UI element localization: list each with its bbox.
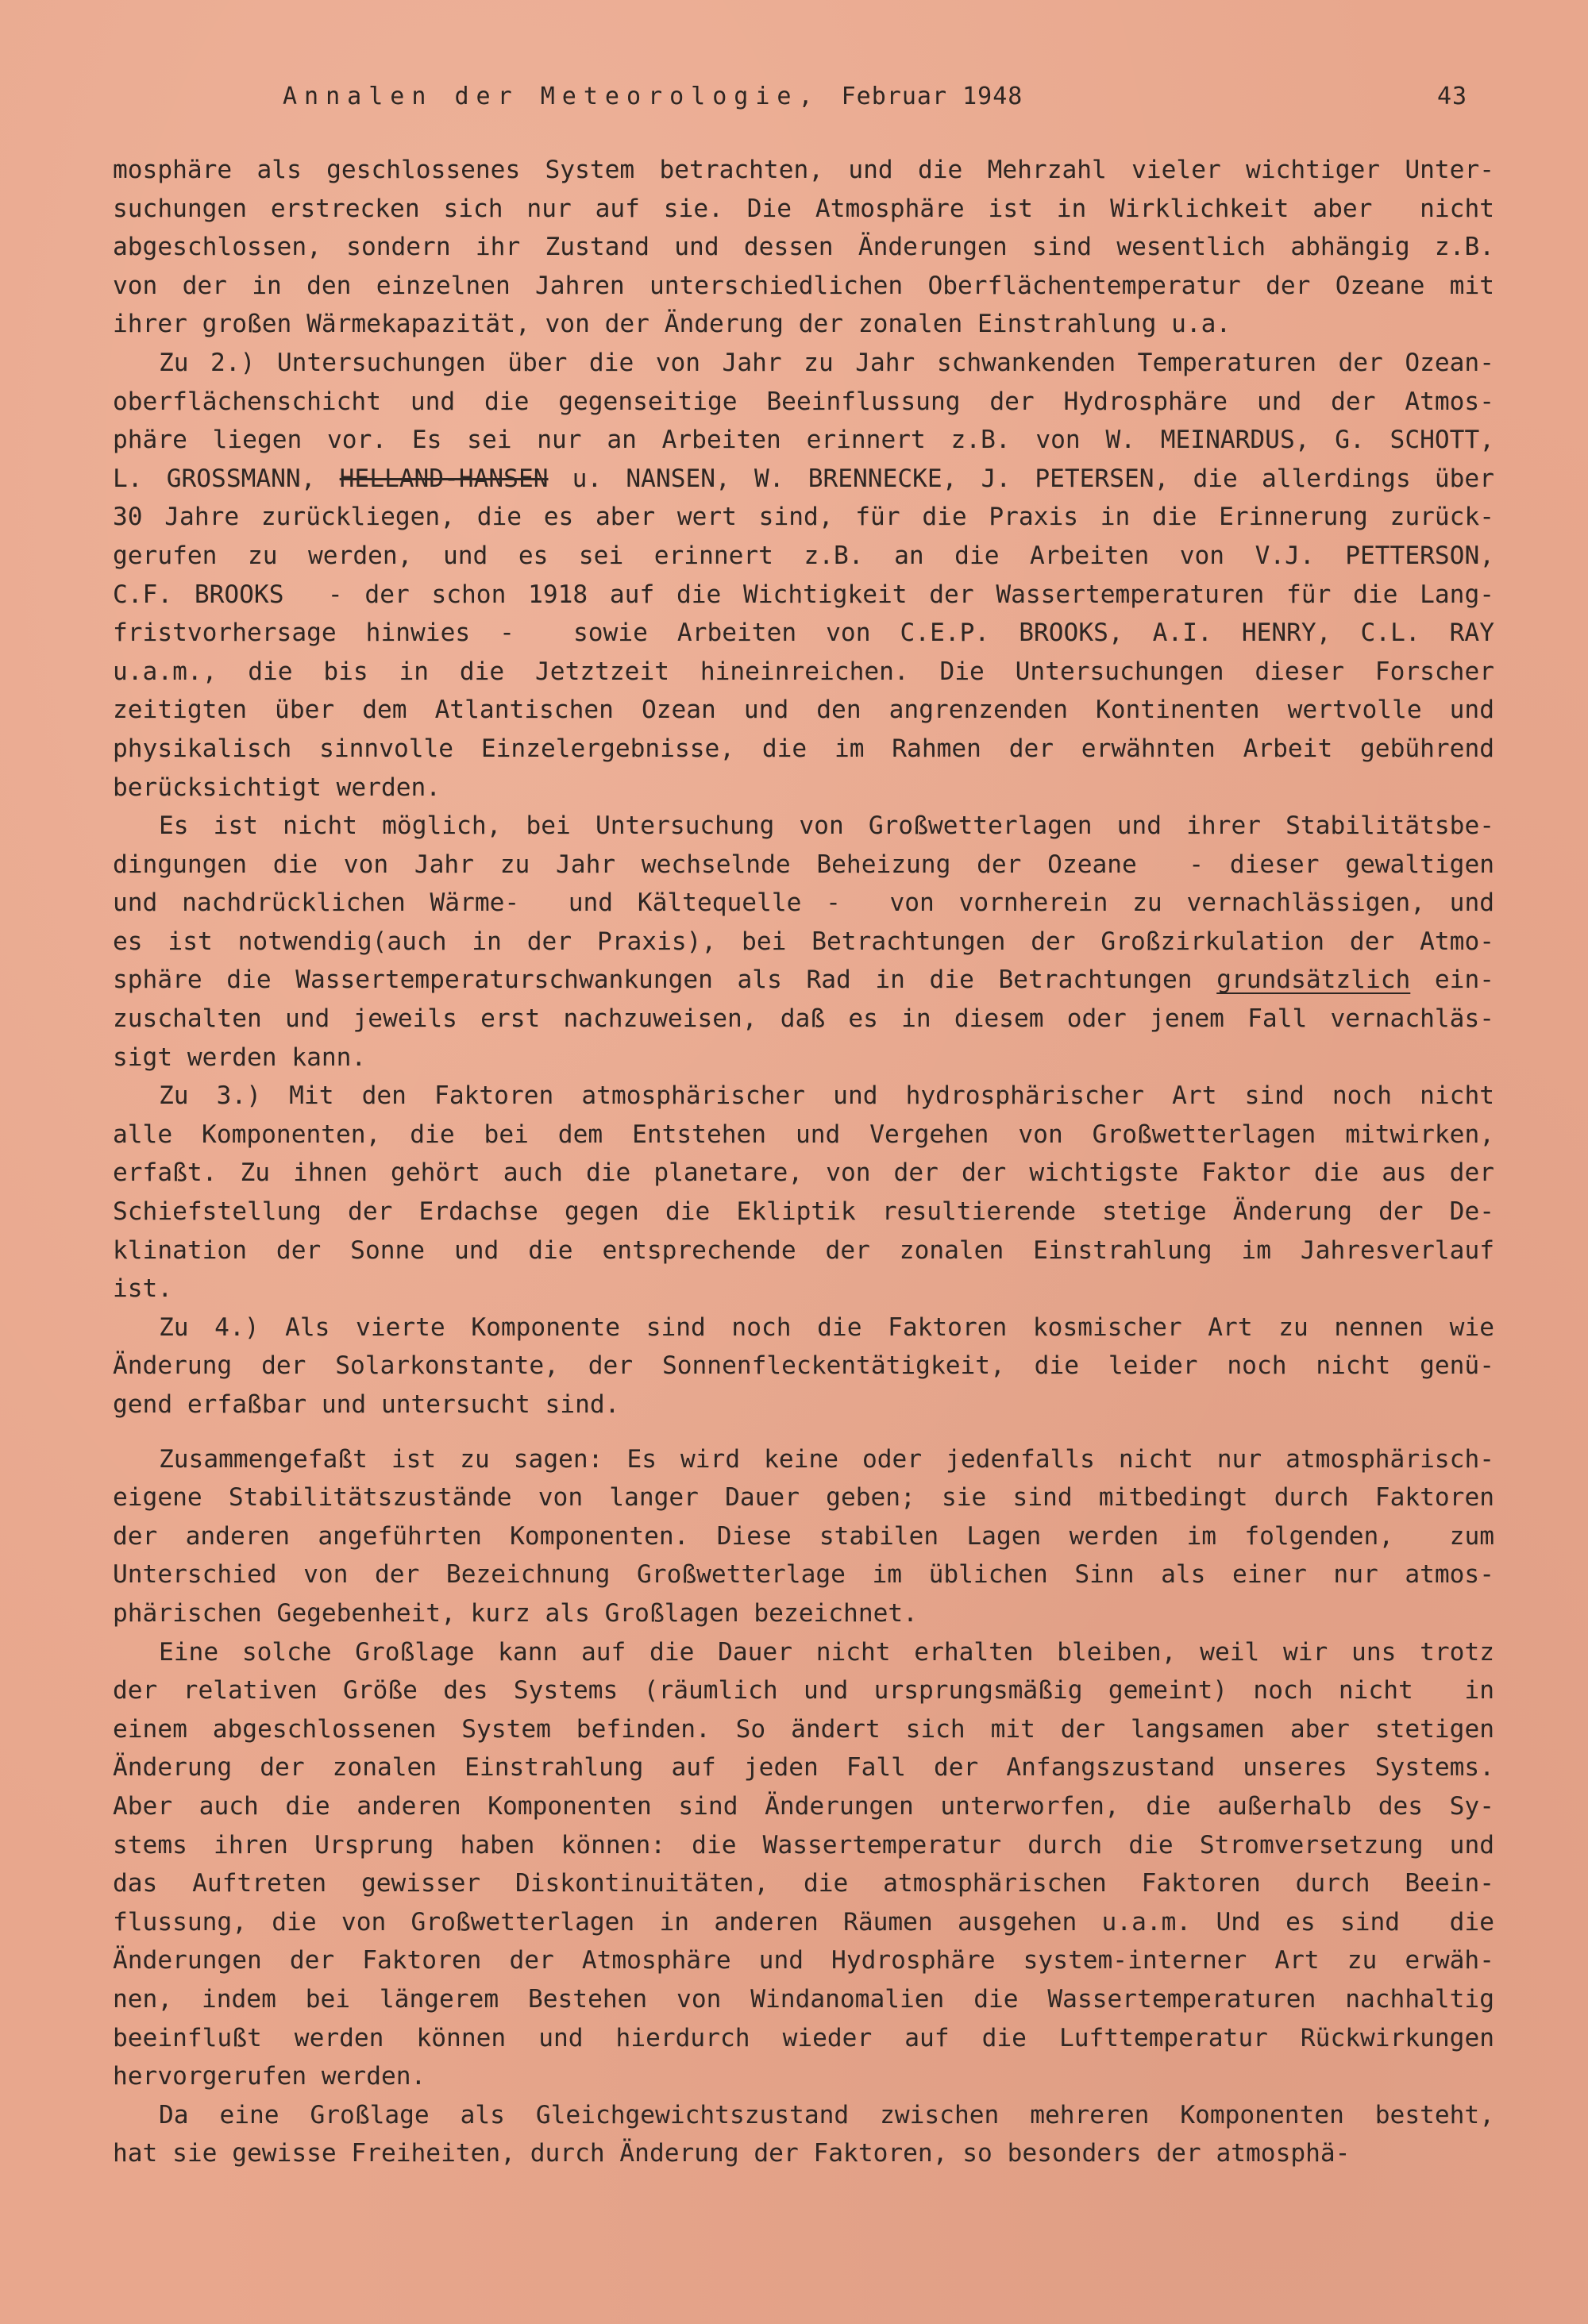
text-line: Da eine Großlage als Gleichgewichtszustand zwischen mehreren Komponenten besteht, — [159, 2100, 1494, 2129]
text-line: Es ist nicht möglich, bei Untersuchung von Großwetterlagen und ihrer Stabilitätsbe- — [159, 811, 1494, 841]
text-line: ist. — [113, 1274, 173, 1304]
text-line: zuschalten und jeweils erst nachzuweisen, daß es in diesem oder jenem Fall vernachläs- — [113, 1004, 1494, 1034]
text-line: gerufen zu werden, und es sei erinnert z.B. an die Arbeiten von V.J. PETTERSON, — [113, 541, 1494, 570]
text-line: physikalisch sinnvolle Einzelergebnisse, die im Rahmen der erwähnten Arbeit gebührend — [113, 734, 1494, 763]
text-line: einem abgeschlossenen System befinden. So ändert sich mit der langsamen aber stetigen — [113, 1714, 1494, 1744]
text-line: nen, indem bei längerem Bestehen von Windanomalien die Wassertemperaturen nachhaltig — [113, 1984, 1494, 2014]
text-line: Aber auch die anderen Komponenten sind Änderungen unterworfen, die außerhalb des Sy- — [113, 1791, 1494, 1821]
text-line: oberflächenschicht und die gegenseitige Beeinflussung der Hydrosphäre und der Atmos- — [113, 387, 1494, 416]
text-line: das Auftreten gewisser Diskontinuitäten, die atmosphärischen Faktoren durch Beein- — [113, 1869, 1494, 1898]
text-line: Änderung der Solarkonstante, der Sonnenfleckentätigkeit, die leider noch nicht genü- — [113, 1351, 1494, 1381]
text-line: sphäre die Wassertemperaturschwankungen als Rad in die Betrachtungen grundsätzlich ein- — [113, 965, 1495, 995]
text-line: L. GROSSMANN, HELLAND-HANSEN u. NANSEN, W. BRENNECKE, J. PETERSEN, die allerdings über — [113, 464, 1494, 493]
text-line: beeinflußt werden können und hierdurch wieder auf die Lufttemperatur Rückwirkungen — [113, 2023, 1494, 2052]
text-line: alle Komponenten, die bei dem Entstehen und Vergehen von Großwetterlagen mitwirken, — [113, 1120, 1494, 1149]
text-line: Zu 3.) Mit den Faktoren atmosphärischer und hydrosphärischer Art sind noch nicht — [159, 1081, 1494, 1111]
text-line: 30 Jahre zurückliegen, die es aber wert sind, für die Praxis in die Erinnerung zurück- — [113, 503, 1494, 532]
emphasis-underline: grundsätzlich — [1216, 965, 1411, 995]
text-line: von der in den einzelnen Jahren unterschiedlichen Oberflächentemperatur der Ozeane mit — [113, 271, 1494, 300]
text-line: u.a.m., die bis in die Jetztzeit hineinreichen. Die Untersuchungen dieser Forscher — [113, 657, 1494, 686]
text-line: Eine solche Großlage kann auf die Dauer nicht erhalten bleiben, weil wir uns trotz — [159, 1637, 1494, 1667]
text-line: dingungen die von Jahr zu Jahr wechselnde Beheizung der Ozeane - dieser gewaltigen — [113, 850, 1494, 879]
text-line: es ist notwendig(auch in der Praxis), bei Betrachtungen der Großzirkulation der Atmo- — [113, 927, 1494, 956]
text-line: der relativen Größe des Systems (räumlich und ursprungsmäßig gemeint) noch nicht in — [113, 1676, 1494, 1705]
text-line: C.F. BROOKS - der schon 1918 auf die Wichtigkeit der Wassertemperaturen für die Lang- — [113, 580, 1494, 609]
text-line: zeitigten über dem Atlantischen Ozean und den angrenzenden Kontinenten wertvolle und — [113, 696, 1494, 725]
text-line: Zu 4.) Als vierte Komponente sind noch die Faktoren kosmischer Art zu nennen wie — [159, 1312, 1494, 1342]
struck-name: HELLAND-HANSEN — [339, 464, 549, 493]
text-line: hat sie gewisse Freiheiten, durch Änderung der Faktoren, so besonders der atmosphä- — [113, 2139, 1351, 2168]
text-line: phärischen Gegebenheit, kurz als Großlagen bezeichnet. — [113, 1598, 918, 1628]
text-line: stems ihren Ursprung haben können: die Wassertemperatur durch die Stromversetzung und — [113, 1830, 1494, 1860]
text-line: gend erfaßbar und untersucht sind. — [113, 1390, 620, 1419]
paragraph-gap — [113, 1424, 1494, 1440]
text-line: suchungen erstrecken sich nur auf sie. Die Atmosphäre ist in Wirklichkeit aber nicht — [113, 194, 1494, 223]
text-line: abgeschlossen, sondern ihr Zustand und dessen Änderungen sind wesentlich abhängig z.B. — [113, 233, 1494, 262]
text-line: fristvorhersage hinwies - sowie Arbeiten von C.E.P. BROOKS, A.I. HENRY, C.L. RAY — [113, 619, 1494, 648]
text-line: der anderen angeführten Komponenten. Diese stabilen Lagen werden im folgenden, zum — [113, 1521, 1494, 1551]
text-line: sigt werden kann. — [113, 1043, 367, 1072]
text-line: und nachdrücklichen Wärme- und Kältequelle - von vornherein zu vernachlässigen, und — [113, 888, 1494, 918]
running-header — [283, 83, 1490, 122]
text-line: flussung, die von Großwetterlagen in anderen Räumen ausgehen u.a.m. Und es sind die — [113, 1907, 1494, 1937]
text-line: erfaßt. Zu ihnen gehört auch die planetare, von der der wichtigste Faktor die aus der — [113, 1158, 1494, 1188]
text-line: mosphäre als geschlossenes System betrachten, und die Mehrzahl vieler wichtiger Unter- — [113, 156, 1494, 184]
text-line: eigene Stabilitätszustände von langer Dauer geben; sie sind mitbedingt durch Faktoren — [113, 1483, 1494, 1513]
text-line: phäre liegen vor. Es sei nur an Arbeiten erinnert z.B. von W. MEINARDUS, G. SCHOTT, — [113, 426, 1494, 455]
text-line: Änderungen der Faktoren der Atmosphäre und Hydrosphäre system-interner Art zu erwäh- — [113, 1946, 1494, 1975]
text-line: Änderung der zonalen Einstrahlung auf jeden Fall der Anfangszustand unseres Systems. — [113, 1753, 1494, 1783]
text-line: klination der Sonne und die entsprechende der zonalen Einstrahlung im Jahresverlauf — [113, 1235, 1494, 1265]
text-line: ihrer großen Wärmekapazität, von der Änderung der zonalen Einstrahlung u.a. — [113, 310, 1231, 339]
text-line: Unterschied von der Bezeichnung Großwetterlage im üblichen Sinn als einer nur atmos- — [113, 1560, 1494, 1590]
text-line: berücksichtigt werden. — [113, 773, 441, 802]
page-number: 43 — [1437, 83, 1468, 110]
body-text — [113, 151, 1494, 2173]
text-line: Zusammengefaßt ist zu sagen: Es wird keine oder jedenfalls nicht nur atmosphärisch- — [159, 1444, 1494, 1474]
text-line: Schiefstellung der Erdachse gegen die Ekliptik resultierende stetige Änderung der De- — [113, 1197, 1494, 1227]
journal-title: Annalen der Meteorologie, Februar 1948 — [283, 83, 1023, 110]
issue-date: Februar 1948 — [841, 83, 1023, 110]
text-line: hervorgerufen werden. — [113, 2062, 426, 2091]
text-line: Zu 2.) Untersuchungen über die von Jahr zu Jahr schwankenden Temperaturen der Ozean- — [159, 348, 1494, 377]
